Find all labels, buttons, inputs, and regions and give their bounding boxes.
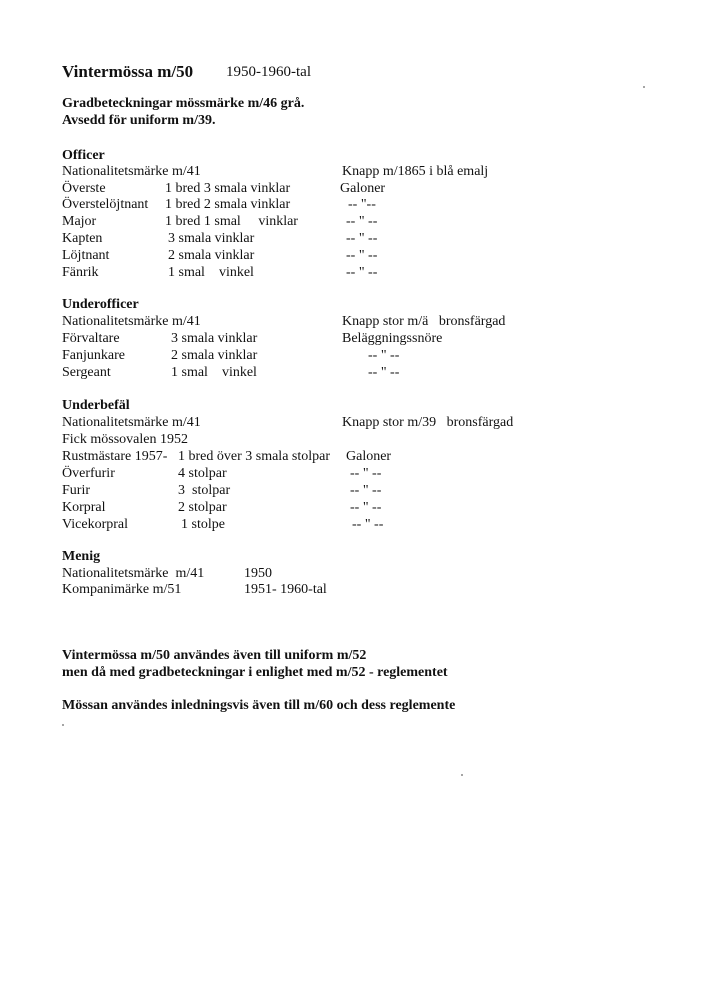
rank-name: Förvaltare: [62, 331, 120, 346]
underbefal-note: Fick mössovalen 1952: [62, 432, 188, 447]
rank-extra: -- " --: [368, 348, 400, 363]
rank-insignia: 1 bred 2 smala vinklar: [165, 197, 291, 212]
rank-extra: -- " --: [352, 517, 384, 532]
rank-insignia: 4 stolpar: [178, 466, 227, 481]
footer-note: men då med gradbeteckningar i enlighet med m/52 - reglementet: [62, 665, 448, 680]
rank-extra: -- " --: [350, 500, 382, 515]
underofficer-button: Knapp stor m/ä bronsfärgad: [342, 314, 506, 329]
underbefal-button: Knapp stor m/39 bronsfärgad: [342, 415, 514, 430]
scan-speck: [62, 724, 64, 726]
rank-extra: -- " --: [346, 231, 378, 246]
rank-name: Major: [62, 214, 97, 229]
menig-item-label: Kompanimärke m/51: [62, 582, 182, 597]
officer-national-mark: Nationalitetsmärke m/41: [62, 164, 201, 179]
rank-extra: -- " --: [350, 483, 382, 498]
rank-insignia: 1 smal vinkel: [171, 365, 257, 380]
rank-extra: Galoner: [340, 181, 386, 196]
section-heading-officer: Officer: [62, 148, 105, 163]
menig-item-value: 1950: [244, 566, 272, 581]
rank-insignia: 3 stolpar: [178, 483, 231, 498]
rank-insignia: 2 stolpar: [178, 500, 227, 515]
menig-item-value: 1951- 1960-tal: [244, 582, 327, 597]
rank-insignia: 3 smala vinklar: [168, 231, 255, 246]
rank-name: Överstelöjtnant: [62, 197, 149, 212]
officer-button: Knapp m/1865 i blå emalj: [342, 164, 489, 179]
rank-name: Överste: [62, 181, 106, 196]
rank-insignia: 1 bred 1 smal vinklar: [165, 214, 298, 229]
rank-insignia: 1 smal vinkel: [168, 265, 254, 280]
rank-insignia: 2 smala vinklar: [171, 348, 258, 363]
rank-extra: Beläggningssnöre: [342, 331, 443, 346]
section-heading-underbefal: Underbefäl: [62, 398, 130, 413]
rank-extra: -- " --: [350, 466, 382, 481]
section-heading-underofficer: Underofficer: [62, 297, 139, 312]
rank-name: Fanjunkare: [62, 348, 125, 363]
underofficer-national-mark: Nationalitetsmärke m/41: [62, 314, 201, 329]
footer-note: Vintermössa m/50 användes även till uniform m/52: [62, 648, 367, 663]
rank-extra: -- " --: [346, 214, 378, 229]
rank-name: Löjtnant: [62, 248, 110, 263]
rank-insignia: 1 bred 3 smala vinklar: [165, 181, 291, 196]
rank-extra: -- " --: [346, 265, 378, 280]
footer-note: Mössan användes inledningsvis även till m/60 och dess reglemente: [62, 698, 456, 713]
rank-insignia: 1 bred över 3 smala stolpar: [178, 449, 331, 464]
rank-name: Korpral: [62, 500, 106, 515]
scan-speck: [643, 86, 645, 88]
intro-line-1: Gradbeteckningar mössmärke m/46 grå.: [62, 96, 305, 111]
scan-speck: [461, 774, 463, 776]
menig-item-label: Nationalitetsmärke m/41: [62, 566, 205, 581]
rank-name: Fänrik: [62, 265, 99, 280]
rank-name: Kapten: [62, 231, 103, 246]
rank-extra: Galoner: [346, 449, 392, 464]
intro-line-2: Avsedd för uniform m/39.: [62, 113, 216, 128]
rank-insignia: 2 smala vinklar: [168, 248, 255, 263]
rank-name: Rustmästare 1957-: [62, 449, 168, 464]
underbefal-national-mark: Nationalitetsmärke m/41: [62, 415, 201, 430]
rank-extra: -- "--: [348, 197, 376, 212]
rank-name: Överfurir: [62, 466, 115, 481]
rank-insignia: 1 stolpe: [181, 517, 225, 532]
page-title: Vintermössa m/50: [62, 62, 194, 81]
rank-extra: -- " --: [346, 248, 378, 263]
period: 1950-1960-tal: [226, 64, 311, 80]
rank-name: Sergeant: [62, 365, 111, 380]
rank-extra: -- " --: [368, 365, 400, 380]
rank-name: Vicekorpral: [62, 517, 129, 532]
section-heading-menig: Menig: [62, 549, 101, 564]
rank-insignia: 3 smala vinklar: [171, 331, 258, 346]
rank-name: Furir: [62, 483, 90, 498]
